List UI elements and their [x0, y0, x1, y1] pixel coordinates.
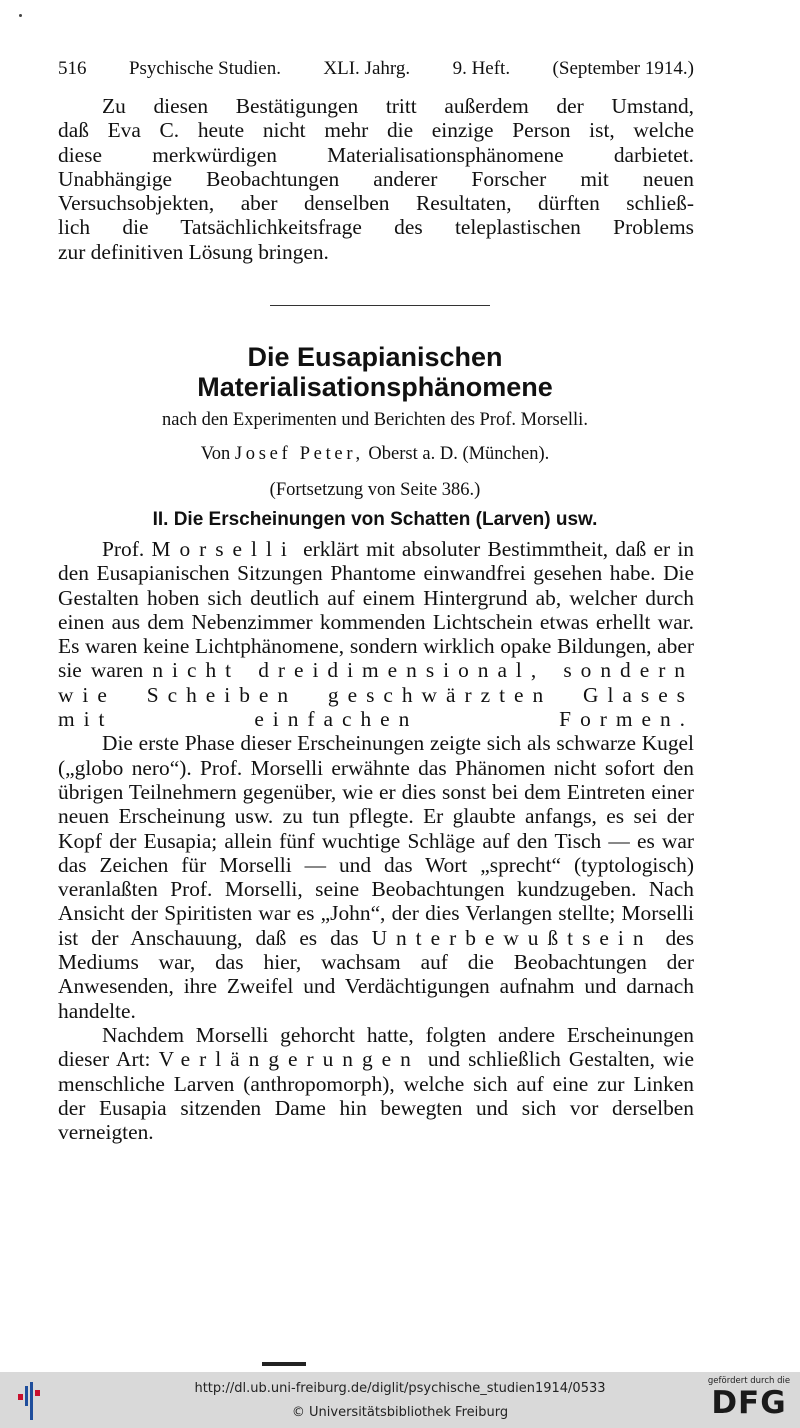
- body-paragraph: [58, 731, 694, 1023]
- intro-line: Versuchsobjekten, aber denselben Resultaten, dürften schließ-: [58, 191, 694, 216]
- body-paragraph: [58, 537, 694, 731]
- intro-line: Unabhängige Beobachtungen anderer Forscher mit neuen: [58, 166, 694, 191]
- intro-line: daß Eva C. heute nicht mehr die einzige Person ist, welche: [58, 118, 694, 143]
- text-run: Prof.: [102, 537, 145, 561]
- volume: XLI. Jahrg.: [323, 58, 411, 79]
- running-header: [58, 56, 694, 82]
- issue-date: (September 1914.): [552, 58, 694, 79]
- author-name: Josef Peter,: [234, 444, 364, 464]
- spaced-name: Morselli: [151, 537, 296, 561]
- permalink-url[interactable]: http://dl.ub.uni-freiburg.de/diglit/psychische_studien1914/0533: [194, 1381, 606, 1396]
- text-run: Nachdem Morselli gehorcht hatte, folgten andere Erscheinungen dieser Art:: [58, 1022, 694, 1072]
- body-paragraph: [58, 1023, 694, 1144]
- section-heading: II. Die Erscheinungen von Schatten (Larven) usw.: [152, 509, 598, 530]
- intro-line: diese merkwürdigen Materialisationsphänomene darbietet.: [58, 142, 694, 167]
- text-run: erklärt mit absoluter Bestimmtheit, daß er in den Eusapianischen Sitzungen Phantome einwandfrei gesehen habe. Die Gestalten hoben sich deutlich auf einem Hintergrund ab, welcher durch einen aus dem Nebenzimmer kommenden Lichtschein etwas erhellt war. Es waren keine Lichtphänomene, sondern wirklich opake Bildungen, aber sie waren: [58, 537, 694, 683]
- continuation-note: (Fortsetzung von Seite 386.): [269, 480, 481, 500]
- spaced-emphasis: nicht dreidimensional, sondern wie Scheiben geschwärzten Glases mit einfachen Formen.: [58, 658, 694, 732]
- section-divider: [270, 305, 490, 306]
- dfg-wordmark: DFG: [711, 1385, 787, 1421]
- journal-name: Psychische Studien.: [128, 58, 281, 79]
- text-run: des Mediums war, das hier, wachsam auf die Beobachtungen der Anwesenden, ihre Zweifel und Verdächtigungen aufnahm und darnach handelte.: [58, 925, 694, 1023]
- viewer-footer: [0, 1372, 800, 1428]
- article-title-line-2: Materialisationsphänomene: [197, 372, 553, 402]
- scan-speck: [19, 14, 22, 17]
- intro-paragraph: [58, 94, 694, 264]
- author-title: Oberst a. D. (München).: [368, 444, 550, 464]
- intro-line: Zu diesen Bestätigungen tritt außerdem der Umstand,: [102, 94, 694, 118]
- ub-freiburg-logo-icon[interactable]: [0, 1372, 60, 1428]
- dfg-logo[interactable]: [702, 1376, 796, 1426]
- author-prefix: Von: [200, 444, 231, 464]
- intro-line: lich die Tatsächlichkeitsfrage des teleplastischen Problems: [58, 215, 694, 240]
- spaced-emphasis: Unterbewußtsein: [371, 925, 653, 950]
- text-run: Die erste Phase dieser Erscheinungen zeigte sich als schwarze Kugel („globo nero“). Prof. Morselli erwähnte das Phänomen nicht sofort den übrigen Teilnehmern gegenüber, wie er dies sonst bei dem Eintreten einer neuen Erscheinung usw. zu tun pflegte. Er glaubte anfangs, es sei der Kopf der Eusapia; allein fünf wuchtige Schläge auf den Tisch — es war das Zeichen für Morselli — und das Wort „sprecht“ (typtologisch) veranlaßten Prof. Morselli, seine Beobachtungen kundzugeben. Nach Ansicht der Spiritisten war es „John“, der dies Verlangen stellte; Morselli ist der Anschauung, daß es das: [58, 731, 694, 950]
- text-run: und schließlich Gestalten, wie menschliche Larven (anthropomorph), welche sich auf eine zur Linken der Eusapia sitzenden Dame hin bewegten und sich vor derselben verneigten.: [58, 1047, 694, 1145]
- issue: 9. Heft.: [452, 58, 511, 79]
- spaced-emphasis: Verlängerungen: [158, 1047, 420, 1072]
- article-author: [0, 442, 750, 466]
- article-title-line-1: Die Eusapianischen: [247, 342, 503, 372]
- cropped-text-fragment: [262, 1362, 306, 1366]
- article-body: [58, 537, 694, 1144]
- article-subtitle: nach den Experimenten und Berichten des Prof. Morselli.: [162, 410, 588, 430]
- intro-line: zur definitiven Lösung bringen.: [58, 239, 329, 264]
- dfg-caption: gefördert durch die: [707, 1376, 791, 1386]
- page-number: 516: [58, 58, 87, 79]
- copyright-notice: © Universitätsbibliothek Freiburg: [291, 1405, 509, 1420]
